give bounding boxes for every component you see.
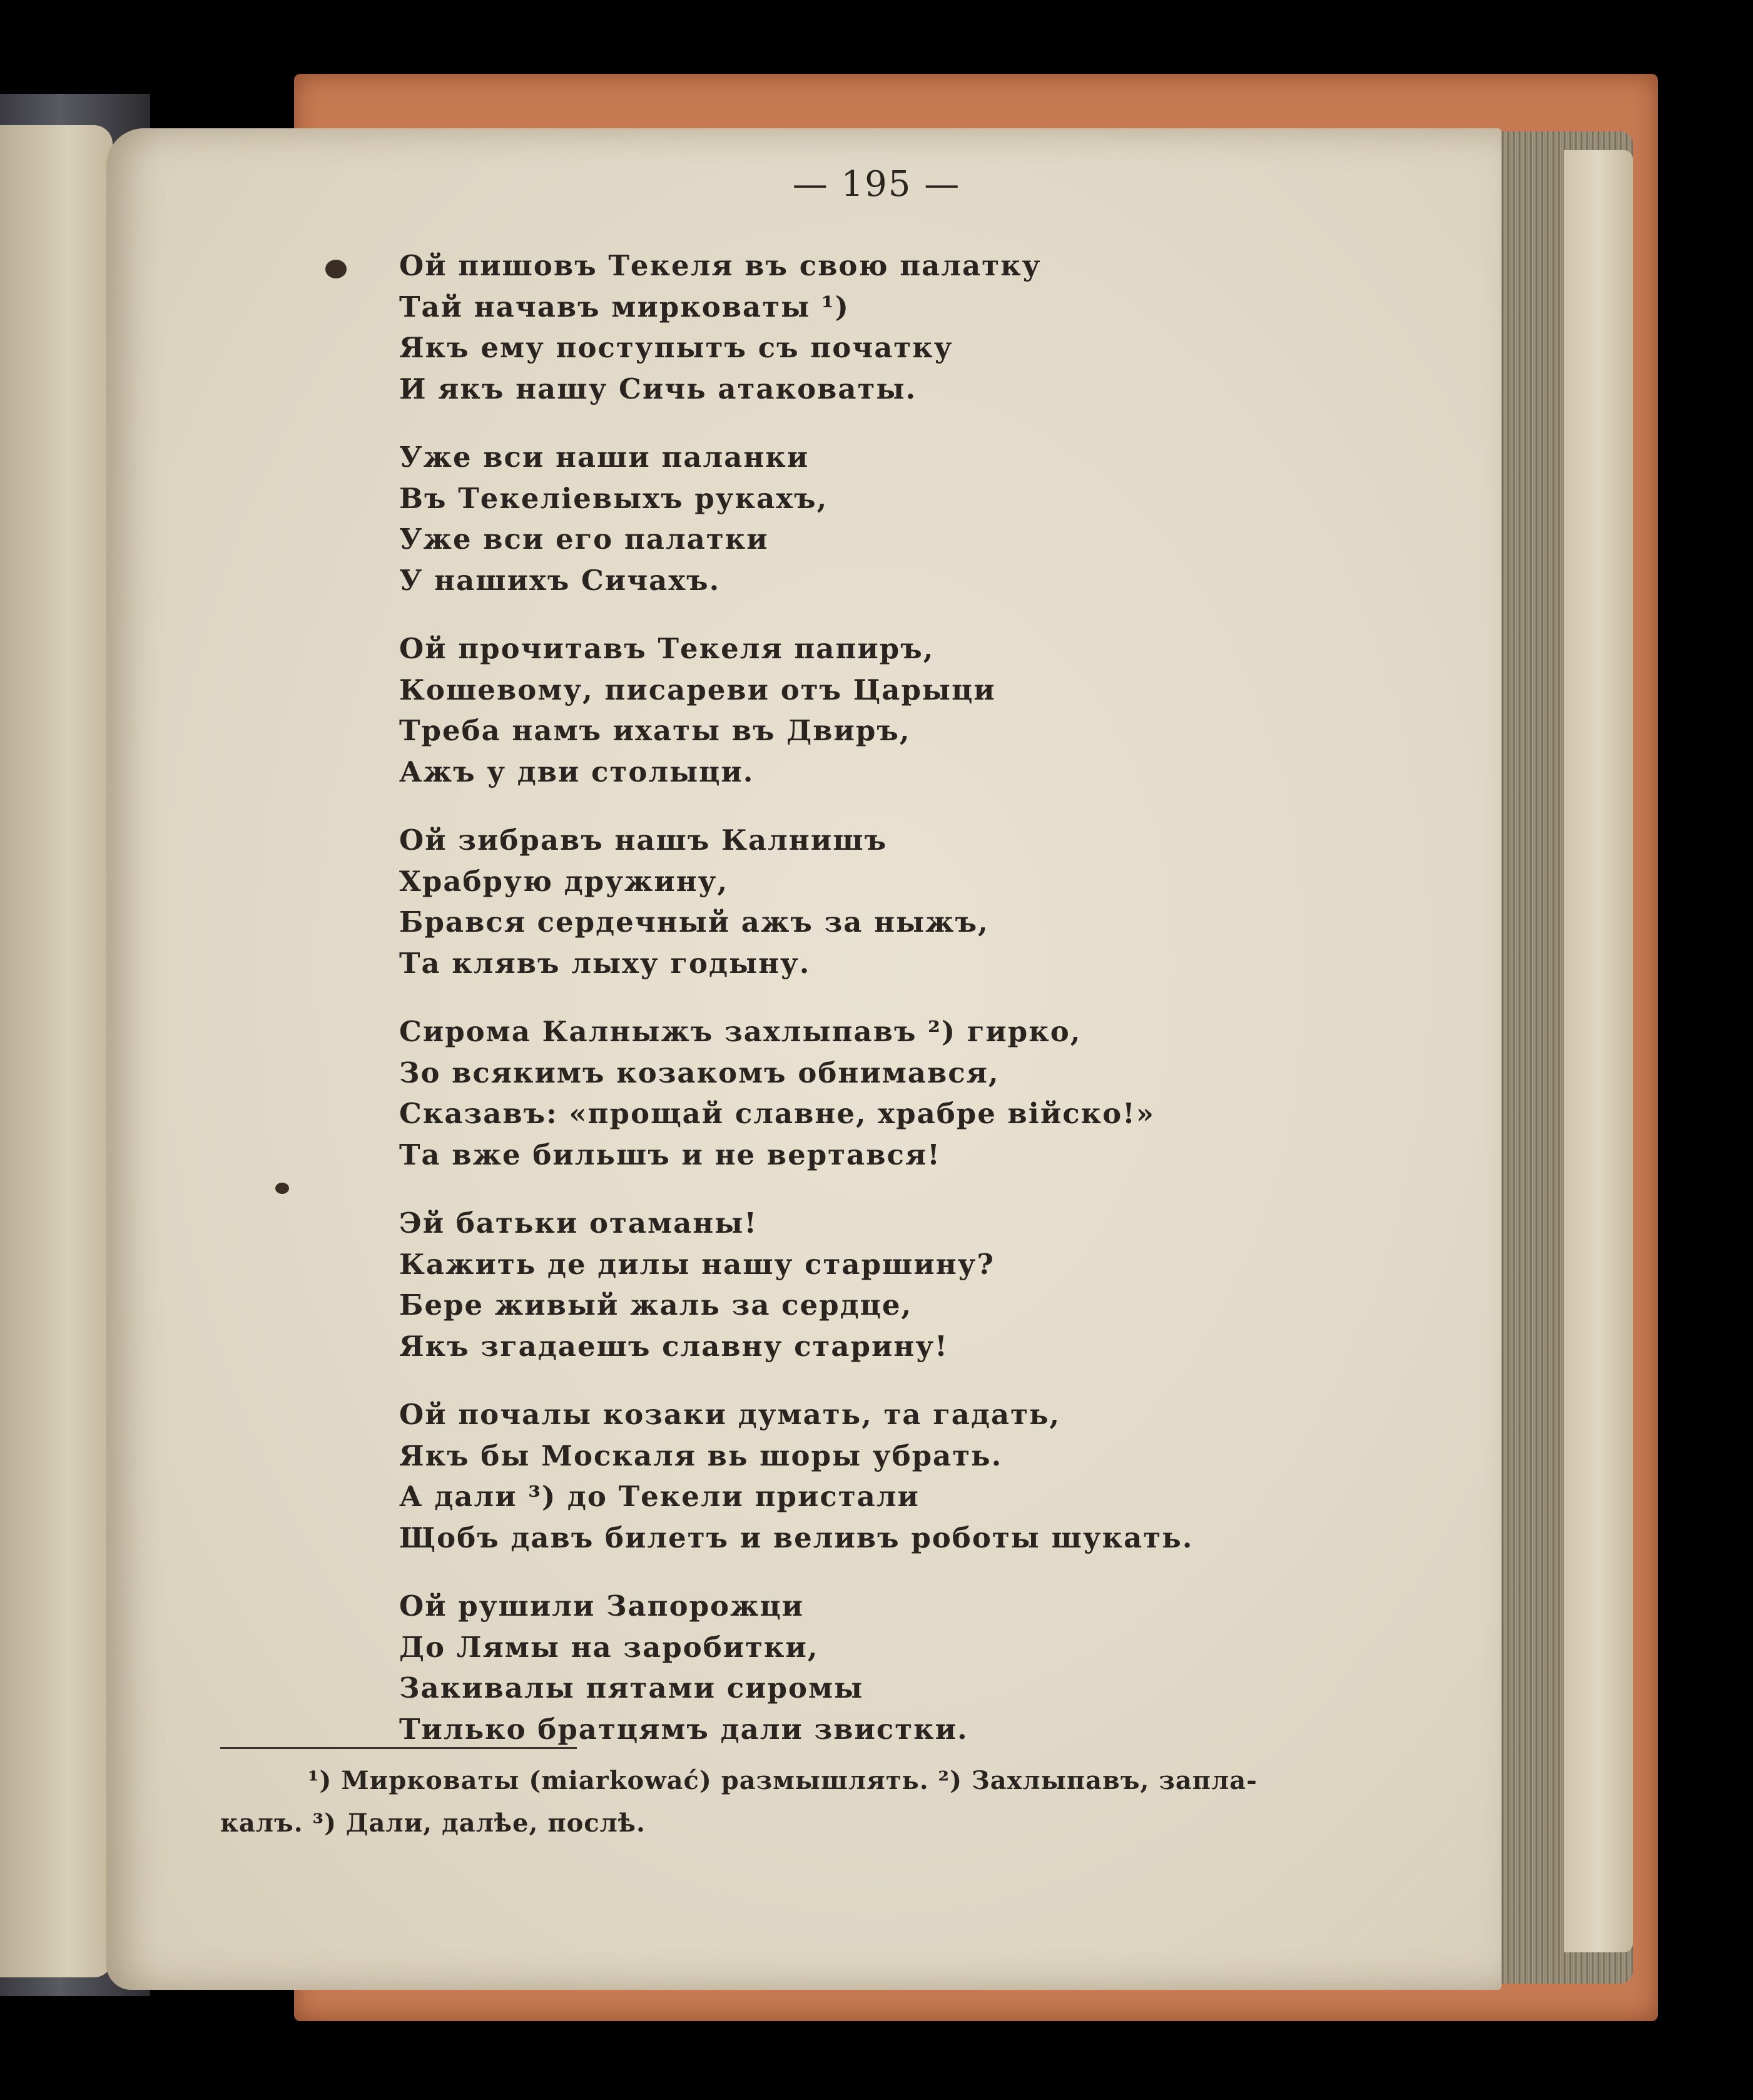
poem-line: Тай начавъ мирковаты ¹) [399, 290, 850, 324]
poem-line: До Лямы на заробитки, [399, 1630, 819, 1664]
poem-line: Храбрую дружину, [399, 864, 729, 898]
poem-line: Та клявъ лыху годыну. [399, 946, 811, 980]
poem-line: И якъ нашу Сичь атаковаты. [399, 372, 917, 405]
poem-line: Уже вси наши паланки [399, 441, 810, 474]
stanza [399, 437, 1338, 601]
poem-line: А дали ³) до Текели пристали [399, 1480, 920, 1513]
stanza [399, 628, 1338, 792]
poem-line: Кажить де дилы нашу старшину? [399, 1247, 995, 1281]
poem-line: Ой почалы козаки думать, та гадать, [399, 1398, 1061, 1431]
left-page-edge [0, 125, 113, 1977]
poem-line: Ой пишовъ Текеля въ свою палатку [399, 249, 1042, 282]
poem-line: Брався сердечный ажъ за ныжъ, [399, 905, 989, 939]
poem-line: Уже вси его палатки [399, 522, 769, 556]
stanza [399, 820, 1338, 984]
poem-line: У нашихъ Сичахъ. [399, 563, 721, 597]
poem-line: Сирома Калныжъ захлыпавъ ²) гирко, [399, 1015, 1082, 1048]
ink-blot [275, 1183, 289, 1194]
page-number: — 195 — [792, 164, 961, 205]
footnotes [220, 1760, 1296, 1845]
poem-line: Бере живый жаль за сердце, [399, 1288, 913, 1322]
footnote-line: ¹) Мирковаты (miarkować) размышлять. ²) Захлыпавъ, запла- [308, 1766, 1258, 1795]
poem-line: Ой зибравъ нашъ Калнишъ [399, 823, 888, 857]
page-stack-inner [1564, 150, 1633, 1952]
footnote-line: калъ. ³) Дали, далѣе, послѣ. [220, 1808, 646, 1838]
poem-line: Якъ ему поступытъ съ початку [399, 331, 953, 364]
stanza [399, 1394, 1338, 1558]
poem-line: Въ Текелiевыхъ рукахъ, [399, 481, 828, 515]
stanza [399, 1011, 1338, 1175]
poem-line: Кошевому, писареви отъ Царыци [399, 673, 996, 706]
poem-line: Якъ бы Москаля вь шоры убрать. [399, 1439, 1003, 1472]
poem-line: Тилько братцямъ дали звистки. [399, 1712, 968, 1746]
poem-line: Зо всякимъ козакомъ обнимався, [399, 1056, 1000, 1089]
poem-line: Та вже бильшъ и не вертався! [399, 1138, 941, 1171]
footnote-divider [220, 1747, 577, 1749]
poem-line: Треба намъ ихаты въ Двиръ, [399, 714, 911, 747]
stanza [399, 245, 1338, 409]
poem-line: Якъ згадаешъ славну старину! [399, 1329, 948, 1363]
poem [399, 245, 1338, 1777]
poem-line: Щобъ давъ билетъ и веливъ роботы шукать. [399, 1521, 1194, 1554]
poem-line: Эй батьки отаманы! [399, 1206, 758, 1240]
stanza [399, 1586, 1338, 1750]
poem-line: Ой рушили Запорожци [399, 1589, 805, 1623]
poem-line: Сказавъ: «прощай славне, храбре війско!» [399, 1097, 1156, 1130]
poem-line: Ажъ у дви столыци. [399, 755, 755, 788]
stanza [399, 1203, 1338, 1367]
ink-blot [325, 260, 347, 278]
poem-line: Ой прочитавъ Текеля папиръ, [399, 632, 935, 665]
poem-line: Закивалы пятами сиромы [399, 1671, 864, 1705]
